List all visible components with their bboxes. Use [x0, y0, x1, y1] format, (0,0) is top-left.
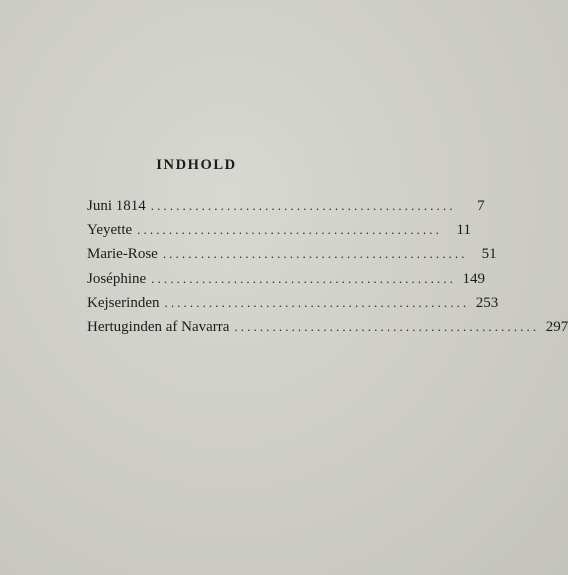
toc-entry-yeyette	[87, 218, 471, 242]
toc-entry-label: Juni 1814	[87, 198, 146, 214]
table-of-contents	[87, 194, 568, 339]
toc-heading: INDHOLD	[156, 157, 237, 173]
toc-entry-page: 297	[545, 318, 568, 335]
dot-leader: ................................................	[137, 222, 442, 238]
toc-entry-label: Joséphine	[87, 270, 147, 287]
toc-entry-marie-rose	[87, 242, 497, 266]
dot-leader: ................................................	[164, 294, 470, 310]
toc-entry-label: Kejserinden	[87, 294, 160, 311]
toc-entry-page: 7	[477, 198, 485, 214]
toc-entry-page: 11	[456, 222, 471, 239]
dot-leader: ................................................	[234, 318, 540, 334]
dot-leader: ................................................	[151, 270, 456, 286]
toc-entry-page: 253	[475, 294, 499, 311]
toc-entry-label: Hertuginden af Navarra	[87, 318, 230, 335]
toc-entry-label: Yeyette	[87, 222, 133, 239]
toc-entry-hertuginden-af-navarra	[87, 315, 568, 339]
toc-entry-page: 149	[462, 270, 485, 287]
toc-entry-kejserinden	[87, 291, 499, 315]
toc-entry-label: Marie-Rose	[87, 246, 158, 263]
dot-leader: ................................................	[162, 246, 468, 262]
toc-entry-page: 51	[481, 246, 497, 263]
dot-leader: ................................................	[150, 198, 456, 213]
toc-entry-juni-1814	[87, 194, 485, 218]
toc-entry-josephine	[87, 267, 485, 291]
